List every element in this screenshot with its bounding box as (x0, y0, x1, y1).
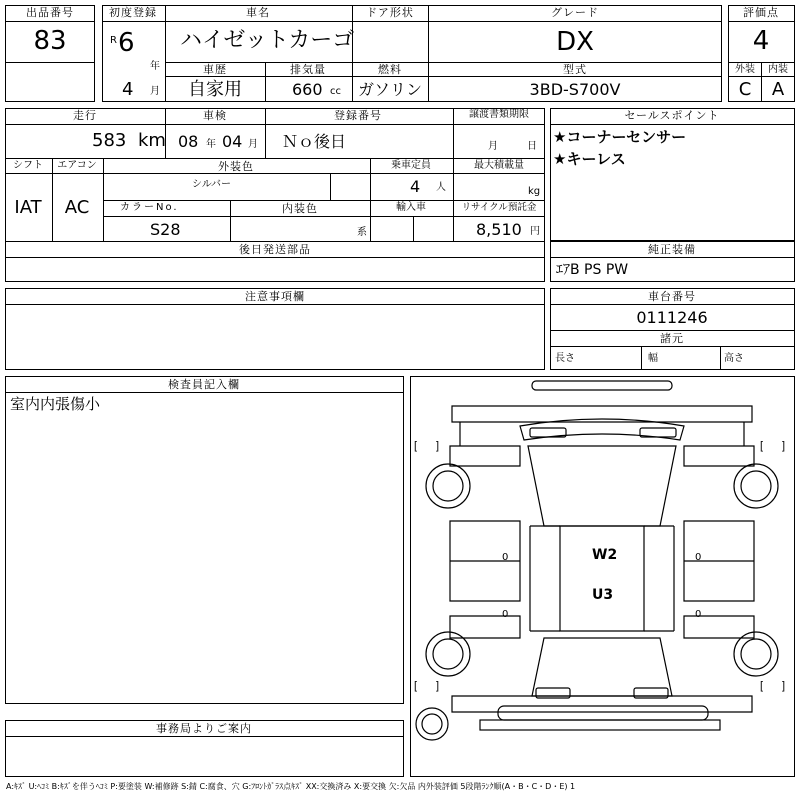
reg-year: 6 (118, 28, 135, 58)
color-no-label: カラーNo. (120, 202, 179, 213)
ac: AC (64, 197, 90, 218)
insp-month-unit: 月 (248, 139, 258, 150)
regno: Ｎｏ後日 (282, 132, 347, 151)
transfer-day-unit: 日 (527, 141, 537, 152)
lot-label: 出品番号 (26, 6, 74, 19)
svg-text:[: [ (760, 440, 764, 452)
recycle-unit: 円 (530, 226, 540, 237)
svg-text:]: ] (782, 680, 786, 692)
ac-label: エアコン (57, 160, 97, 171)
grade: DX (556, 27, 594, 57)
shift-label: シフト (13, 160, 43, 171)
model-label: 型式 (563, 63, 587, 76)
insp-month: 04 (222, 132, 243, 151)
inspection-label: 車検 (203, 109, 227, 122)
score: 4 (752, 26, 770, 56)
zero-mark-4: 0 (695, 609, 702, 620)
svg-text:]: ] (782, 440, 786, 452)
height-label: 高さ (724, 353, 744, 364)
car-name-label: 車名 (246, 6, 270, 19)
color-label: 外装色 (218, 160, 254, 173)
grade-label: グレード (551, 6, 599, 19)
regno-label: 登録番号 (334, 109, 382, 122)
equipment-value: ｴｱB PS PW (556, 262, 629, 278)
zero-mark-3: 0 (695, 552, 702, 563)
capacity: 4 (410, 177, 421, 196)
first-reg-label: 初度登録 (109, 6, 157, 19)
svg-text:[: [ (760, 680, 764, 692)
mileage: 583 (92, 130, 127, 151)
displacement-unit: cc (330, 86, 341, 97)
int-color-label: 内装色 (282, 202, 318, 215)
mileage-label: 走行 (73, 109, 97, 122)
recycle: 8,510 (476, 220, 522, 239)
displacement: 660 (292, 80, 323, 99)
fuel-label: 燃料 (378, 63, 402, 76)
inspector-label: 検査員記入欄 (168, 378, 240, 391)
insp-year-unit: 年 (206, 139, 216, 150)
capacity-unit: 人 (436, 182, 446, 193)
capacity-label: 乗車定員 (391, 160, 431, 171)
legend-text: A:ｷｽﾞ U:ﾍｺﾐ B:ｷｽﾞを伴うﾍｺﾐ P:要塗装 W:補修跡 S:錆 C:腐食、穴 G:ﾌﾛﾝﾄｶﾞﾗｽ点ｷｽﾞ XX:交換済み X:要交換 欠:欠品 内外装評価 5段階ﾗﾝｸ順(A・B・C・D・E) 1 (6, 782, 576, 791)
parts-label: 後日発送部品 (239, 243, 311, 256)
zero-mark-1: 0 (502, 552, 509, 563)
score-label: 評価点 (743, 6, 779, 19)
reg-month: 4 (122, 79, 134, 100)
svg-text:]: ] (436, 680, 440, 692)
chassis-number: 0111246 (636, 308, 708, 327)
equipment-label: 純正装備 (648, 243, 696, 256)
sales-point-2: ★キーレス (553, 150, 626, 168)
specs-label: 諸元 (660, 332, 684, 345)
chassis-label: 車台番号 (648, 290, 696, 303)
sales-point-1: ★コーナーセンサー (553, 128, 687, 146)
office-label: 事務局よりご案内 (156, 722, 252, 735)
import-label: 輸入車 (396, 202, 426, 213)
reg-month-unit: 月 (150, 86, 160, 97)
history-label: 車歴 (203, 63, 227, 76)
color-no: S28 (150, 220, 181, 239)
width-label: 幅 (648, 353, 658, 364)
door-label: ドア形状 (366, 6, 414, 19)
notes-label: 注意事項欄 (245, 290, 305, 303)
svg-text:]: ] (436, 440, 440, 452)
era: R (110, 35, 117, 46)
fuel: ガソリン (357, 80, 423, 99)
damage-mark-u3: U3 (592, 587, 614, 603)
damage-mark-w2: W2 (592, 547, 618, 563)
svg-text:[: [ (414, 680, 418, 692)
int-label: 内装 (768, 64, 788, 75)
history: 自家用 (188, 79, 242, 100)
insp-year: 08 (178, 132, 199, 151)
zero-mark-2: 0 (502, 609, 509, 620)
ext-label: 外装 (735, 64, 755, 75)
svg-text:[: [ (414, 440, 418, 452)
int-color-unit: 系 (357, 227, 367, 238)
shift: IAT (14, 197, 42, 218)
int-grade: A (771, 79, 785, 100)
recycle-label: リサイクル預託金 (461, 202, 537, 213)
inspector-text: 室内内張傷小 (10, 395, 101, 413)
transfer-label: 譲渡書類期限 (469, 109, 529, 120)
vehicle-diagram (410, 376, 795, 777)
reg-year-unit: 年 (150, 61, 160, 72)
length-label: 長さ (555, 353, 575, 364)
color: シルバー (192, 179, 232, 190)
transfer-month-unit: 月 (488, 141, 498, 152)
load-unit: kg (528, 186, 541, 197)
displacement-label: 排気量 (290, 63, 326, 76)
inspector-box (5, 376, 404, 704)
lot-number: 83 (33, 26, 67, 56)
sales-label: セールスポイント (624, 109, 720, 122)
car-name: ハイゼットカーゴ (180, 28, 355, 53)
ext-grade: C (738, 79, 752, 100)
load-label: 最大積載量 (474, 160, 524, 171)
mileage-unit: km (138, 130, 166, 151)
model: 3BD-S700V (529, 80, 621, 99)
